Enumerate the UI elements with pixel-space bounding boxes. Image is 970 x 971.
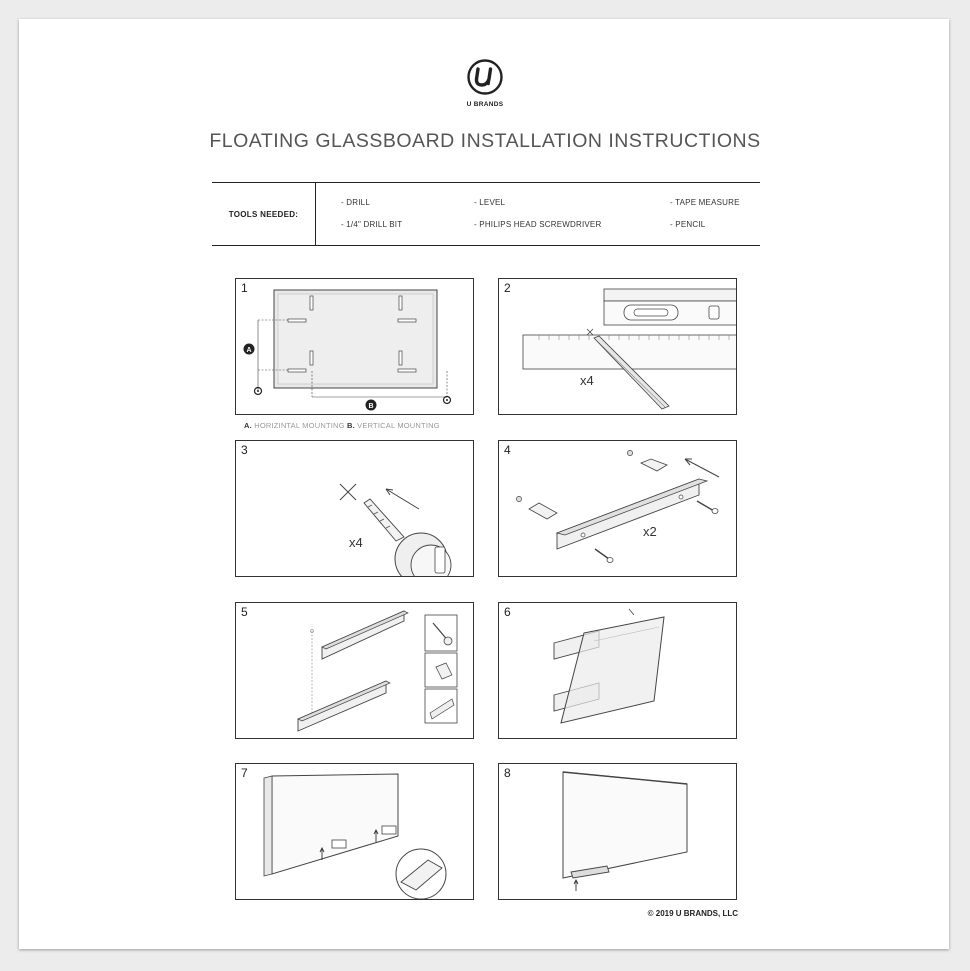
step-number: 5 (241, 605, 248, 619)
caption-a-text: HORIZINTAL MOUNTING (254, 421, 345, 430)
hang-glassboard-diagram (499, 603, 737, 739)
step-2-panel (498, 278, 737, 415)
finished-board-diagram (499, 764, 737, 900)
tool-item: - DRILL (341, 198, 370, 207)
instruction-sheet (19, 19, 949, 949)
tray-clips-diagram (236, 764, 474, 900)
attach-rails-diagram (236, 603, 474, 739)
step-5-panel (235, 602, 474, 739)
tool-item: - TAPE MEASURE (670, 198, 740, 207)
u-brands-logo-icon (467, 59, 503, 95)
tool-item: - 1/4" DRILL BIT (341, 220, 403, 229)
tools-label: TOOLS NEEDED: (212, 183, 316, 245)
step-number: 8 (504, 766, 511, 780)
step-number: 3 (241, 443, 248, 457)
step-1-panel (235, 278, 474, 415)
tool-item: - LEVEL (474, 198, 506, 207)
rail-and-screws-diagram (499, 441, 737, 577)
page-title: FLOATING GLASSBOARD INSTALLATION INSTRUCTIONS (209, 130, 761, 152)
mounting-layout-diagram (236, 279, 474, 415)
step-4-panel (498, 440, 737, 577)
quantity-label: x4 (580, 373, 594, 388)
step-number: 1 (241, 281, 248, 295)
mounting-caption (244, 421, 440, 430)
drill-diagram (236, 441, 474, 577)
quantity-label: x2 (643, 524, 657, 539)
tool-item: - PENCIL (670, 220, 706, 229)
step-3-panel (235, 440, 474, 577)
quantity-label: x4 (349, 535, 363, 550)
step-number: 7 (241, 766, 248, 780)
marker-a: A (246, 347, 252, 354)
tool-item: - PHILIPS HEAD SCREWDRIVER (474, 220, 602, 229)
step-7-panel (235, 763, 474, 900)
step-6-panel (498, 602, 737, 739)
step-number: 6 (504, 605, 511, 619)
marker-b: B (368, 403, 374, 410)
step-number: 4 (504, 443, 511, 457)
caption-a-key: A. (244, 421, 252, 430)
copyright: © 2019 U BRANDS, LLC (647, 909, 738, 918)
caption-b-key: B. (346, 421, 355, 430)
step-8-panel (498, 763, 737, 900)
brand-name: U BRANDS (466, 101, 504, 108)
caption-b-text: VERTICAL MOUNTING (357, 421, 440, 430)
step-number: 2 (504, 281, 511, 295)
tools-needed-table (212, 182, 760, 246)
level-and-pencil-diagram (499, 279, 737, 415)
